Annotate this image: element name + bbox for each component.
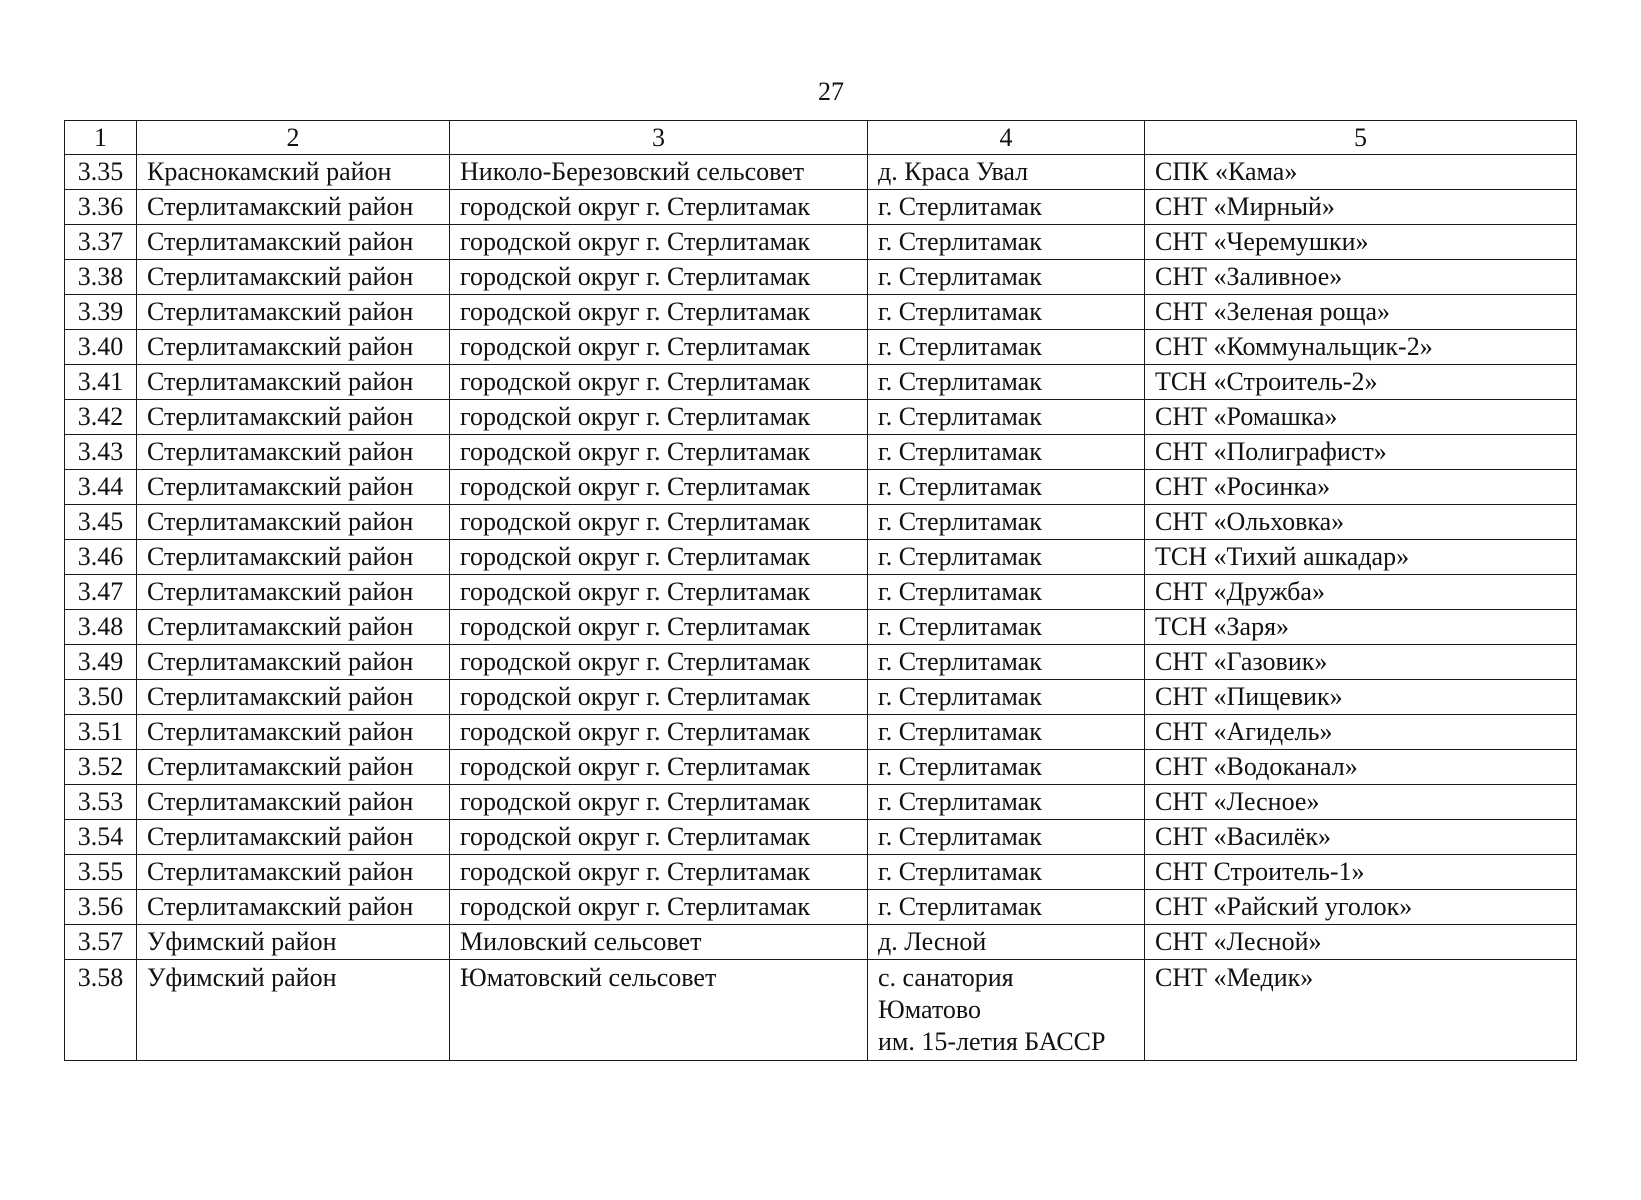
municipality-cell: Николо-Березовский сельсовет — [450, 155, 868, 190]
row-number-cell: 3.51 — [65, 715, 137, 750]
settlement-cell: г. Стерлитамак — [868, 610, 1145, 645]
district-cell: Стерлитамакский район — [137, 820, 450, 855]
header-row — [65, 121, 1577, 155]
municipality-cell: Миловский сельсовет — [450, 925, 868, 960]
organization-cell: СНТ «Росинка» — [1145, 470, 1577, 505]
municipality-cell: городской округ г. Стерлитамак — [450, 715, 868, 750]
district-cell: Уфимский район — [137, 925, 450, 960]
table-row — [65, 750, 1577, 785]
row-number-cell: 3.49 — [65, 645, 137, 680]
settlement-cell: г. Стерлитамак — [868, 540, 1145, 575]
municipality-cell: городской округ г. Стерлитамак — [450, 820, 868, 855]
settlement-cell: г. Стерлитамак — [868, 260, 1145, 295]
table-row — [65, 925, 1577, 960]
page-number: 27 — [818, 77, 844, 106]
organization-cell: СНТ «Мирный» — [1145, 190, 1577, 225]
municipality-cell: городской округ г. Стерлитамак — [450, 435, 868, 470]
organization-cell: СПК «Кама» — [1145, 155, 1577, 190]
settlement-cell: г. Стерлитамак — [868, 855, 1145, 890]
settlement-cell: г. Стерлитамак — [868, 225, 1145, 260]
municipality-cell: городской округ г. Стерлитамак — [450, 260, 868, 295]
settlement-cell: с. санатория Юматово им. 15-летия БАССР — [868, 960, 1145, 1061]
table-row — [65, 365, 1577, 400]
settlement-cell: г. Стерлитамак — [868, 820, 1145, 855]
district-cell: Стерлитамакский район — [137, 435, 450, 470]
table-row — [65, 610, 1577, 645]
column-header-1: 1 — [65, 121, 137, 155]
district-cell: Стерлитамакский район — [137, 330, 450, 365]
organization-cell: СНТ «Райский уголок» — [1145, 890, 1577, 925]
settlement-cell: г. Стерлитамак — [868, 890, 1145, 925]
settlement-cell: г. Стерлитамак — [868, 400, 1145, 435]
organization-cell: ТСН «Тихий ашкадар» — [1145, 540, 1577, 575]
table-row — [65, 855, 1577, 890]
table-row — [65, 400, 1577, 435]
settlement-cell: г. Стерлитамак — [868, 715, 1145, 750]
organization-cell: СНТ «Черемушки» — [1145, 225, 1577, 260]
district-cell: Стерлитамакский район — [137, 750, 450, 785]
municipality-cell: городской округ г. Стерлитамак — [450, 470, 868, 505]
column-header-2: 2 — [137, 121, 450, 155]
municipality-cell: городской округ г. Стерлитамак — [450, 645, 868, 680]
district-cell: Стерлитамакский район — [137, 715, 450, 750]
organization-cell: СНТ «Ольховка» — [1145, 505, 1577, 540]
row-number-cell: 3.42 — [65, 400, 137, 435]
table-row — [65, 715, 1577, 750]
row-number-cell: 3.53 — [65, 785, 137, 820]
municipality-cell: городской округ г. Стерлитамак — [450, 610, 868, 645]
organization-cell: СНТ «Полиграфист» — [1145, 435, 1577, 470]
row-number-cell: 3.46 — [65, 540, 137, 575]
row-number-cell: 3.40 — [65, 330, 137, 365]
column-header-3: 3 — [450, 121, 868, 155]
row-number-cell: 3.56 — [65, 890, 137, 925]
district-cell: Стерлитамакский район — [137, 785, 450, 820]
municipality-cell: городской округ г. Стерлитамак — [450, 680, 868, 715]
municipality-cell: Юматовский сельсовет — [450, 960, 868, 1061]
organization-cell: СНТ Строитель-1» — [1145, 855, 1577, 890]
district-cell: Стерлитамакский район — [137, 610, 450, 645]
settlement-cell: г. Стерлитамак — [868, 680, 1145, 715]
organization-cell: СНТ «Ромашка» — [1145, 400, 1577, 435]
table-row — [65, 435, 1577, 470]
organization-cell: СНТ «Газовик» — [1145, 645, 1577, 680]
district-cell: Стерлитамакский район — [137, 260, 450, 295]
organization-cell: ТСН «Заря» — [1145, 610, 1577, 645]
column-header-5: 5 — [1145, 121, 1577, 155]
organization-cell: СНТ «Водоканал» — [1145, 750, 1577, 785]
row-number-cell: 3.54 — [65, 820, 137, 855]
municipality-cell: городской округ г. Стерлитамак — [450, 330, 868, 365]
column-header-4: 4 — [868, 121, 1145, 155]
organization-cell: СНТ «Пищевик» — [1145, 680, 1577, 715]
organization-cell: СНТ «Агидель» — [1145, 715, 1577, 750]
organization-cell: СНТ «Зеленая роща» — [1145, 295, 1577, 330]
table-row — [65, 295, 1577, 330]
municipality-cell: городской округ г. Стерлитамак — [450, 540, 868, 575]
row-number-cell: 3.43 — [65, 435, 137, 470]
settlement-cell: г. Стерлитамак — [868, 750, 1145, 785]
district-cell: Стерлитамакский район — [137, 190, 450, 225]
settlement-cell: г. Стерлитамак — [868, 330, 1145, 365]
district-cell: Стерлитамакский район — [137, 365, 450, 400]
row-number-cell: 3.37 — [65, 225, 137, 260]
table-row — [65, 890, 1577, 925]
row-number-cell: 3.41 — [65, 365, 137, 400]
district-cell: Стерлитамакский район — [137, 855, 450, 890]
row-number-cell: 3.39 — [65, 295, 137, 330]
district-cell: Стерлитамакский район — [137, 890, 450, 925]
table-row — [65, 260, 1577, 295]
row-number-cell: 3.55 — [65, 855, 137, 890]
municipality-cell: городской округ г. Стерлитамак — [450, 365, 868, 400]
settlement-cell: д. Краса Увал — [868, 155, 1145, 190]
district-cell: Стерлитамакский район — [137, 575, 450, 610]
municipality-cell: городской округ г. Стерлитамак — [450, 190, 868, 225]
municipality-cell: городской округ г. Стерлитамак — [450, 855, 868, 890]
table-row — [65, 960, 1577, 1061]
table-row — [65, 190, 1577, 225]
organization-cell: СНТ «Коммунальщик-2» — [1145, 330, 1577, 365]
settlement-cell: г. Стерлитамак — [868, 435, 1145, 470]
settlement-cell: г. Стерлитамак — [868, 785, 1145, 820]
table-row — [65, 645, 1577, 680]
row-number-cell: 3.57 — [65, 925, 137, 960]
table-row — [65, 155, 1577, 190]
row-number-cell: 3.35 — [65, 155, 137, 190]
district-cell: Стерлитамакский район — [137, 540, 450, 575]
settlement-cell: г. Стерлитамак — [868, 645, 1145, 680]
settlement-cell: г. Стерлитамак — [868, 365, 1145, 400]
organization-cell: СНТ «Заливное» — [1145, 260, 1577, 295]
municipality-cell: городской округ г. Стерлитамак — [450, 575, 868, 610]
table-header — [65, 121, 1577, 155]
organization-cell: СНТ «Лесной» — [1145, 925, 1577, 960]
municipality-cell: городской округ г. Стерлитамак — [450, 750, 868, 785]
row-number-cell: 3.47 — [65, 575, 137, 610]
row-number-cell: 3.58 — [65, 960, 137, 1061]
settlement-cell: г. Стерлитамак — [868, 575, 1145, 610]
row-number-cell: 3.48 — [65, 610, 137, 645]
organization-cell: СНТ «Дружба» — [1145, 575, 1577, 610]
district-cell: Стерлитамакский район — [137, 505, 450, 540]
row-number-cell: 3.38 — [65, 260, 137, 295]
settlement-cell: г. Стерлитамак — [868, 190, 1145, 225]
table-row — [65, 225, 1577, 260]
organization-cell: СНТ «Лесное» — [1145, 785, 1577, 820]
settlement-cell: г. Стерлитамак — [868, 470, 1145, 505]
municipality-cell: городской округ г. Стерлитамак — [450, 295, 868, 330]
district-cell: Стерлитамакский район — [137, 645, 450, 680]
settlement-cell: г. Стерлитамак — [868, 295, 1145, 330]
table-row — [65, 820, 1577, 855]
settlement-cell: г. Стерлитамак — [868, 505, 1145, 540]
district-cell: Стерлитамакский район — [137, 470, 450, 505]
district-cell: Стерлитамакский район — [137, 225, 450, 260]
district-cell: Краснокамский район — [137, 155, 450, 190]
row-number-cell: 3.45 — [65, 505, 137, 540]
row-number-cell: 3.44 — [65, 470, 137, 505]
settlement-cell: д. Лесной — [868, 925, 1145, 960]
table-row — [65, 330, 1577, 365]
register-table — [64, 120, 1577, 1061]
district-cell: Стерлитамакский район — [137, 680, 450, 715]
district-cell: Уфимский район — [137, 960, 450, 1061]
row-number-cell: 3.52 — [65, 750, 137, 785]
municipality-cell: городской округ г. Стерлитамак — [450, 225, 868, 260]
row-number-cell: 3.36 — [65, 190, 137, 225]
organization-cell: СНТ «Медик» — [1145, 960, 1577, 1061]
table-row — [65, 680, 1577, 715]
municipality-cell: городской округ г. Стерлитамак — [450, 785, 868, 820]
organization-cell: ТСН «Строитель-2» — [1145, 365, 1577, 400]
district-cell: Стерлитамакский район — [137, 295, 450, 330]
district-cell: Стерлитамакский район — [137, 400, 450, 435]
table-row — [65, 540, 1577, 575]
table-row — [65, 470, 1577, 505]
row-number-cell: 3.50 — [65, 680, 137, 715]
municipality-cell: городской округ г. Стерлитамак — [450, 890, 868, 925]
table-row — [65, 575, 1577, 610]
table-row — [65, 785, 1577, 820]
municipality-cell: городской округ г. Стерлитамак — [450, 400, 868, 435]
table-body — [65, 155, 1577, 1061]
organization-cell: СНТ «Василёк» — [1145, 820, 1577, 855]
table-row — [65, 505, 1577, 540]
municipality-cell: городской округ г. Стерлитамак — [450, 505, 868, 540]
